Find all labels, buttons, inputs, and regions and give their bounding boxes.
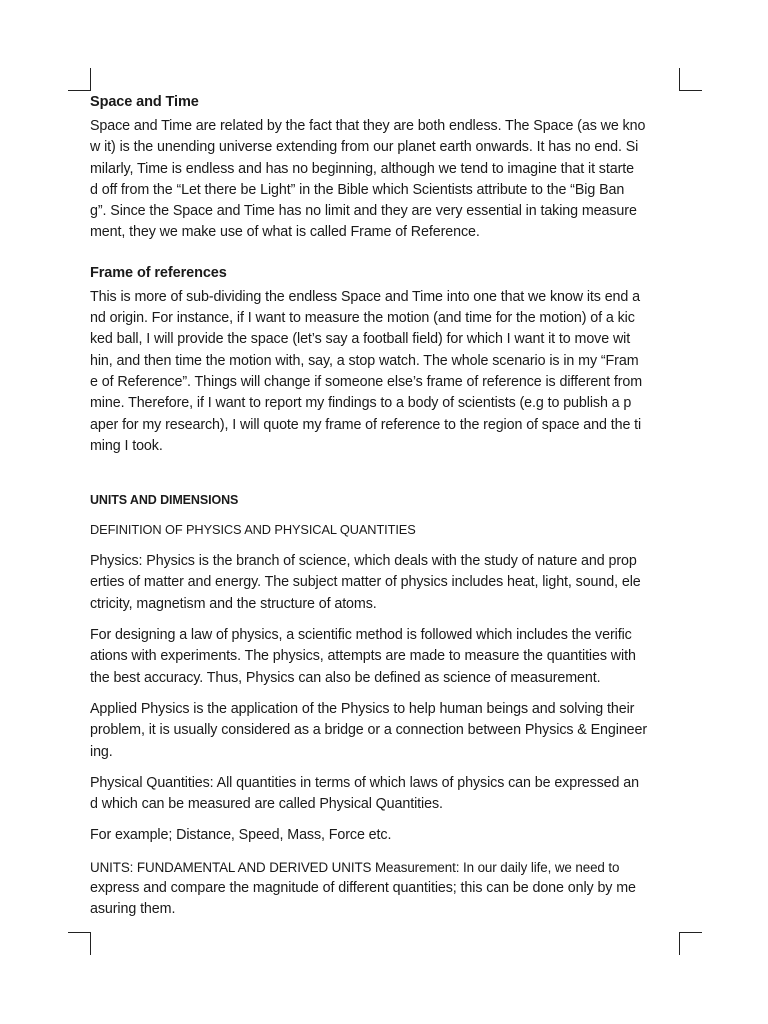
- paragraph-line: For designing a law of physics, a scientific method is followed which includes the verific: [90, 627, 632, 644]
- paragraph-line: Space and Time are related by the fact that they are both endless. The Space (as we kno: [90, 118, 646, 134]
- physical-quantities-paragraph: [90, 773, 680, 816]
- paragraph-line: ing.: [90, 743, 113, 760]
- paragraph-line: Physics: Physics is the branch of science, which deals with the study of nature and prop: [90, 553, 637, 570]
- frame-paragraph: [90, 287, 680, 457]
- space-time-paragraph: [90, 116, 680, 244]
- paragraph-line: Physical Quantities: All quantities in terms of which laws of physics can be expressed an: [90, 774, 639, 791]
- paragraph-line: w it) is the unending universe extending from our planet earth onwards. It has no end. Si: [90, 139, 639, 156]
- paragraph-line: d off from the “Let there be Light” in the Bible which Scientists attribute to the “Big Ban: [90, 181, 625, 198]
- crop-mark-top-left: [68, 68, 91, 91]
- applied-physics-paragraph: [90, 699, 680, 763]
- paragraph-line: aper for my research), I will quote my frame of reference to the region of space and the ti: [90, 416, 642, 433]
- paragraph-line: erties of matter and energy. The subject matter of physics includes heat, light, sound, ele: [90, 574, 641, 591]
- paragraph-line: d which can be measured are called Physical Quantities.: [90, 796, 443, 813]
- measurement-paragraph: [90, 857, 680, 921]
- paragraph-line: Applied Physics is the application of the Physics to help human beings and solving their: [90, 700, 635, 717]
- paragraph-line: e of Reference”. Things will change if someone else’s frame of reference is different from: [90, 373, 643, 390]
- space-time-heading: Space and Time: [90, 94, 199, 110]
- crop-mark-top-right: [679, 68, 702, 91]
- document-body: [90, 92, 680, 921]
- crop-mark-bottom-right: [679, 932, 702, 955]
- crop-mark-bottom-left: [68, 932, 91, 955]
- paragraph-line: ctricity, magnetism and the structure of atoms.: [90, 595, 377, 612]
- physics-definition-paragraph: [90, 551, 680, 615]
- paragraph-line: asuring them.: [90, 901, 176, 918]
- paragraph-line: hin, and then time the motion with, say, a stop watch. The whole scenario is in my “Fram: [90, 352, 639, 369]
- paragraph-line: ations with experiments. The physics, attempts are made to measure the quantities with: [90, 648, 636, 665]
- paragraph-line: ment, they we make use of what is called Frame of Reference.: [90, 224, 480, 241]
- law-design-paragraph: [90, 625, 680, 689]
- paragraph-line: UNITS: FUNDAMENTAL AND DERIVED UNITS Measurement: In our daily life, we need to: [90, 859, 620, 875]
- paragraph-line: ming I took.: [90, 437, 163, 454]
- paragraph-line: the best accuracy. Thus, Physics can also be defined as science of measurement.: [90, 669, 601, 686]
- paragraph-line: express and compare the magnitude of different quantities; this can be done only by me: [90, 880, 636, 897]
- paragraph-line: problem, it is usually considered as a bridge or a connection between Physics & Engineer: [90, 722, 648, 739]
- paragraph-line: g”. Since the Space and Time has no limit and they are very essential in taking measure: [90, 203, 637, 220]
- example-line: For example; Distance, Speed, Mass, Force etc.: [90, 827, 392, 844]
- units-heading: UNITS AND DIMENSIONS: [90, 493, 239, 508]
- paragraph-line: ked ball, I will provide the space (let’s say a football field) for which I want it to move wit: [90, 331, 631, 348]
- frame-heading: Frame of references: [90, 264, 227, 281]
- paragraph-line: This is more of sub-dividing the endless Space and Time into one that we know its end a: [90, 288, 640, 305]
- paragraph-line: milarly, Time is endless and has no beginning, although we tend to imagine that it starte: [90, 160, 634, 177]
- paragraph-line: mine. Therefore, if I want to report my findings to a body of scientists (e.g to publish a p: [90, 395, 632, 412]
- paragraph-line: nd origin. For instance, if I want to measure the motion (and time for the motion) of a kic: [90, 310, 635, 327]
- units-subheading: DEFINITION OF PHYSICS AND PHYSICAL QUANTITIES: [90, 522, 416, 538]
